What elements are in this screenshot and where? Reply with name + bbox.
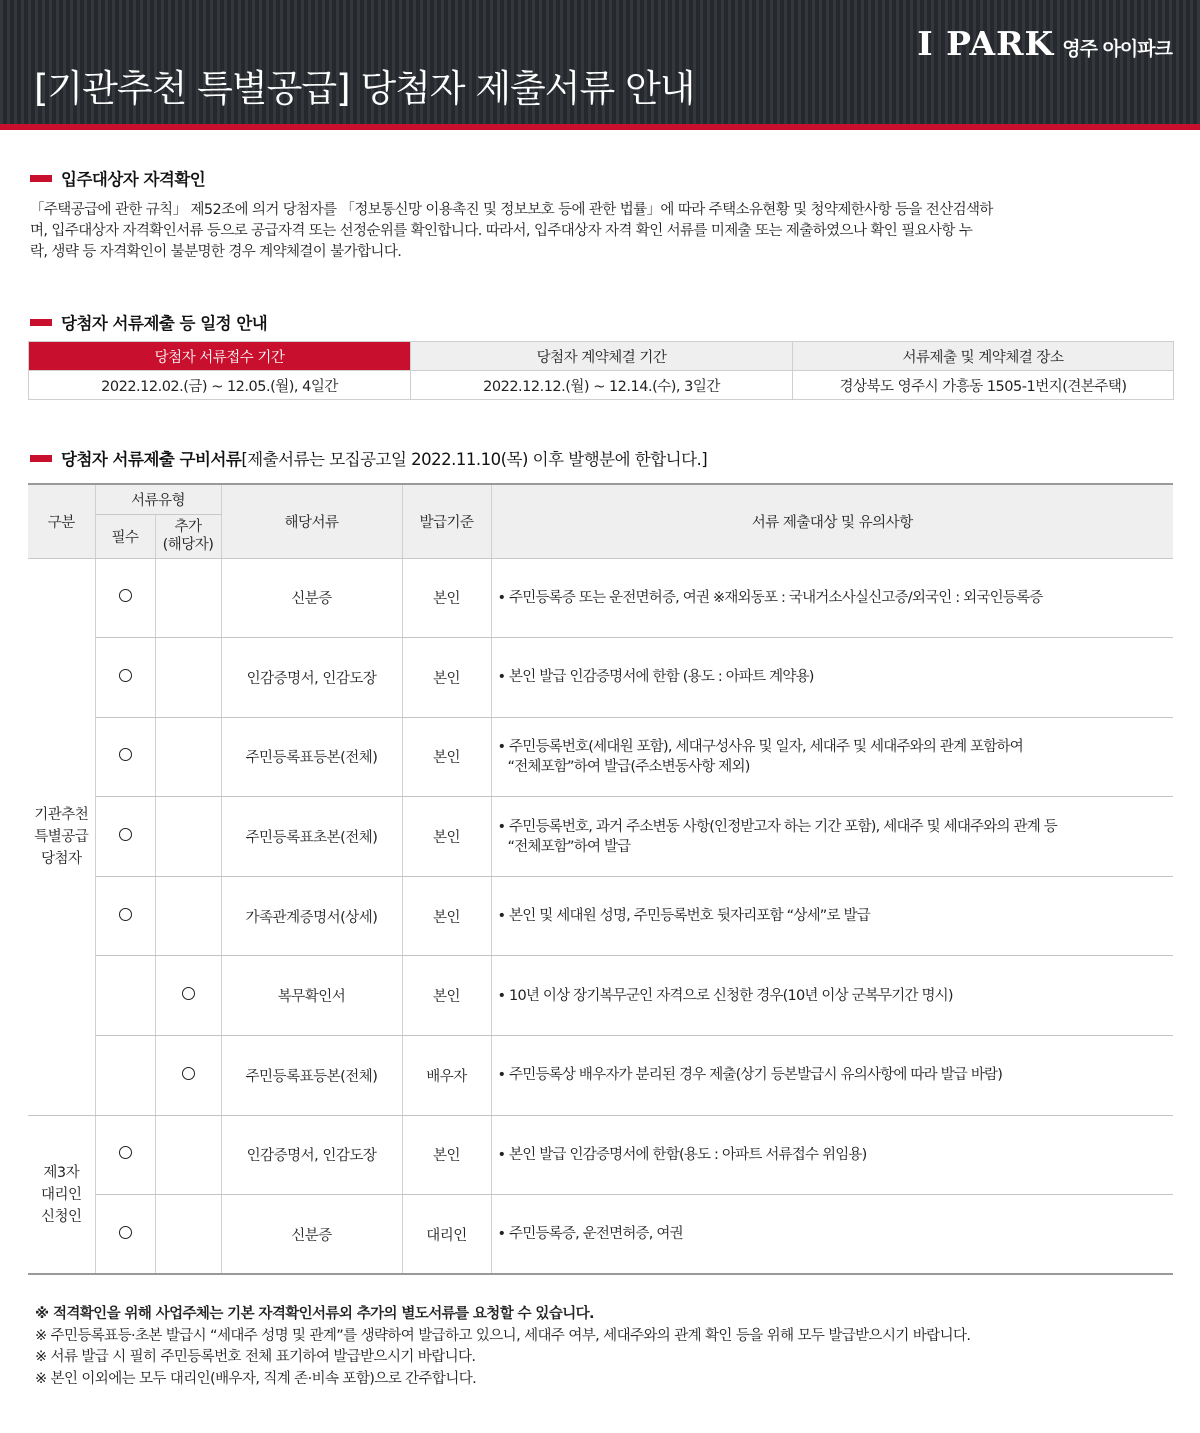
- note-line: • 주민등록번호(세대원 포함), 세대구성사유 및 일자, 세대주 및 세대주와의 관계 포함하여: [497, 738, 1023, 755]
- notes-cell: [491, 558, 1173, 638]
- group-cell-proxy: [28, 1115, 95, 1274]
- notes-cell: [491, 1115, 1173, 1195]
- qualification-paragraph: [30, 200, 1180, 263]
- additional-cell: [155, 876, 221, 956]
- schedule-value-row: [29, 371, 1174, 400]
- header-accent-line: [0, 124, 1200, 130]
- additional-cell: [155, 1195, 221, 1275]
- table-row: [28, 638, 1173, 718]
- schedule-value-cell: 경상북도 영주시 가흥동 1505-1번지(견본주택): [793, 371, 1174, 400]
- paragraph-line: 며, 입주대상자 자격확인서류 등으로 공급자격 또는 선정순위를 확인합니다. 따라서, 입주대상자 자격 확인 서류를 미제출 또는 제출하였으나 확인 필요사항 누: [30, 223, 973, 239]
- section-bullet-icon: [30, 319, 52, 326]
- circle-mark-icon: [119, 748, 132, 761]
- notes-cell: [491, 876, 1173, 956]
- notes-cell: [491, 638, 1173, 718]
- additional-cell: [155, 797, 221, 877]
- table-row: [28, 956, 1173, 1036]
- table-row: [28, 1195, 1173, 1275]
- additional-cell: [155, 1115, 221, 1195]
- document-cell: 복무확인서: [221, 956, 402, 1036]
- circle-mark-icon: [119, 1226, 132, 1239]
- section-heading-text: 입주대상자 자격확인: [61, 170, 206, 189]
- note-line: • 10년 이상 장기복무군인 자격으로 신청한 경우(10년 이상 군복무기간 명시): [497, 987, 953, 1004]
- basis-cell: 배우자: [402, 1036, 491, 1116]
- required-cell: [95, 717, 155, 797]
- col-header-additional-line: 추가: [174, 519, 202, 535]
- circle-mark-icon: [182, 1067, 195, 1080]
- table-row: [28, 1036, 1173, 1116]
- col-header-notes: 서류 제출대상 및 유의사항: [491, 484, 1173, 558]
- group-label-line: 신청인: [40, 1208, 82, 1225]
- paragraph-line: 락, 생략 등 자격확인이 불분명한 경우 계약체결이 불가합니다.: [30, 244, 402, 260]
- section-heading-note: [제출서류는 모집공고일 2022.11.10(목) 이후 발행분에 한합니다.]: [241, 450, 708, 469]
- footnote: ※ 서류 발급 시 필히 주민등록번호 전체 표기하여 발급받으시기 바랍니다.: [35, 1349, 476, 1365]
- required-cell: [95, 558, 155, 638]
- required-cell: [95, 1036, 155, 1116]
- additional-cell: [155, 638, 221, 718]
- document-cell: 가족관계증명서(상세): [221, 876, 402, 956]
- section-qualification-heading: [30, 166, 205, 190]
- basis-cell: 대리인: [402, 1195, 491, 1275]
- col-header-basis: 발급기준: [402, 484, 491, 558]
- note-line: “전체포함”하여 발급(주소변동사항 제외): [507, 758, 750, 775]
- footnotes: [35, 1304, 1185, 1390]
- col-header-doc-type: 서류유형: [95, 484, 221, 514]
- brand-logo: [917, 24, 1172, 63]
- section-heading-text: 당첨자 서류제출 구비서류: [61, 450, 242, 469]
- table-row: [28, 717, 1173, 797]
- document-cell: 주민등록표등본(전체): [221, 717, 402, 797]
- group-label-line: 기관추천: [34, 806, 89, 823]
- additional-cell: [155, 1036, 221, 1116]
- col-header-required: 필수: [95, 514, 155, 558]
- note-line: “전체포함”하여 발급: [507, 838, 631, 855]
- page-header: [0, 0, 1200, 130]
- document-cell: 주민등록표초본(전체): [221, 797, 402, 877]
- section-documents-heading: [30, 446, 707, 470]
- notes-cell: [491, 717, 1173, 797]
- section-schedule-heading: [30, 310, 267, 334]
- table-header-row: [28, 484, 1173, 514]
- col-header-document: 해당서류: [221, 484, 402, 558]
- document-cell: 신분증: [221, 558, 402, 638]
- table-row: [28, 1115, 1173, 1195]
- schedule-header-row: [29, 342, 1174, 371]
- required-documents-table: [28, 483, 1173, 1275]
- schedule-value-cell: 2022.12.12.(월) ~ 12.14.(수), 3일간: [411, 371, 793, 400]
- paragraph-line: 「주택공급에 관한 규칙」 제52조에 의거 당첨자를 「정보통신망 이용촉진 및 정보보호 등에 관한 법률」에 따라 주택소유현황 및 청약제한사항 등을 전산검색하: [30, 202, 993, 218]
- circle-mark-icon: [119, 828, 132, 841]
- footnote: ※ 주민등록표등·초본 발급시 “세대주 성명 및 관계”를 생략하여 발급하고 있으니, 세대주 여부, 세대주와의 관계 확인 등을 위해 모두 발급받으시기 바랍니다.: [35, 1327, 971, 1344]
- footnote: ※ 본인 이외에는 모두 대리인(배우자, 직계 존·비속 포함)으로 간주합니다.: [35, 1370, 477, 1387]
- required-cell: [95, 1195, 155, 1275]
- note-line: • 주민등록증 또는 운전면허증, 여권 ※재외동포 : 국내거소사실신고증/외국인 : 외국인등록증: [497, 589, 1043, 606]
- circle-mark-icon: [119, 908, 132, 921]
- notes-cell: [491, 797, 1173, 877]
- schedule-header-cell: 당첨자 계약체결 기간: [411, 342, 793, 371]
- section-heading-text: 당첨자 서류제출 등 일정 안내: [61, 314, 268, 333]
- notes-cell: [491, 1195, 1173, 1275]
- note-line: • 주민등록증, 운전면허증, 여권: [497, 1226, 683, 1243]
- schedule-header-cell: 서류제출 및 계약체결 장소: [793, 342, 1174, 371]
- document-cell: 신분증: [221, 1195, 402, 1275]
- logo-brand: I PARK: [917, 24, 1055, 63]
- circle-mark-icon: [119, 589, 132, 602]
- circle-mark-icon: [182, 987, 195, 1000]
- table-row: [28, 797, 1173, 877]
- basis-cell: 본인: [402, 638, 491, 718]
- section-bullet-icon: [30, 455, 52, 462]
- page-title: [기관추천 특별공급] 당첨자 제출서류 안내: [34, 67, 695, 110]
- required-cell: [95, 956, 155, 1036]
- required-cell: [95, 1115, 155, 1195]
- document-cell: 인감증명서, 인감도장: [221, 638, 402, 718]
- required-cell: [95, 797, 155, 877]
- note-line: • 본인 발급 인감증명서에 한함 (용도 : 아파트 계약용): [497, 669, 814, 686]
- section-bullet-icon: [30, 175, 52, 182]
- note-line: • 주민등록상 배우자가 분리된 경우 제출(상기 등본발급시 유의사항에 따라 발급 바람): [497, 1067, 1003, 1084]
- note-line: • 본인 발급 인감증명서에 한함(용도 : 아파트 서류접수 위임용): [497, 1146, 867, 1163]
- basis-cell: 본인: [402, 797, 491, 877]
- schedule-table: [28, 341, 1174, 400]
- additional-cell: [155, 956, 221, 1036]
- circle-mark-icon: [119, 669, 132, 682]
- basis-cell: 본인: [402, 876, 491, 956]
- additional-cell: [155, 558, 221, 638]
- additional-cell: [155, 717, 221, 797]
- note-line: • 본인 및 세대원 성명, 주민등록번호 뒷자리포함 “상세”로 발급: [497, 908, 870, 925]
- col-header-group: 구분: [28, 484, 95, 558]
- table-row: [28, 876, 1173, 956]
- group-label-line: 제3자: [43, 1164, 80, 1181]
- group-label-line: 당첨자: [40, 850, 82, 867]
- group-label-line: 특별공급: [34, 828, 89, 845]
- group-label-line: 대리인: [40, 1186, 82, 1203]
- document-cell: 인감증명서, 인감도장: [221, 1115, 402, 1195]
- schedule-header-cell: 당첨자 서류접수 기간: [29, 342, 411, 371]
- footnote: ※ 적격확인을 위해 사업주체는 기본 자격확인서류외 추가의 별도서류를 요청할 수 있습니다.: [35, 1306, 594, 1322]
- notes-cell: [491, 956, 1173, 1036]
- logo-name: 영주 아이파크: [1062, 38, 1172, 60]
- table-row: [28, 558, 1173, 638]
- note-line: • 주민등록번호, 과거 주소변동 사항(인정받고자 하는 기간 포함), 세대주 및 세대주와의 관계 등: [497, 818, 1057, 835]
- col-header-additional: [155, 514, 221, 558]
- circle-mark-icon: [119, 1146, 132, 1159]
- col-header-additional-line: (해당자): [162, 537, 214, 553]
- notes-cell: [491, 1036, 1173, 1116]
- required-cell: [95, 638, 155, 718]
- basis-cell: 본인: [402, 558, 491, 638]
- group-cell-winner: [28, 558, 95, 1115]
- document-cell: 주민등록표등본(전체): [221, 1036, 402, 1116]
- basis-cell: 본인: [402, 1115, 491, 1195]
- required-cell: [95, 876, 155, 956]
- basis-cell: 본인: [402, 717, 491, 797]
- basis-cell: 본인: [402, 956, 491, 1036]
- schedule-value-cell: 2022.12.02.(금) ~ 12.05.(월), 4일간: [29, 371, 411, 400]
